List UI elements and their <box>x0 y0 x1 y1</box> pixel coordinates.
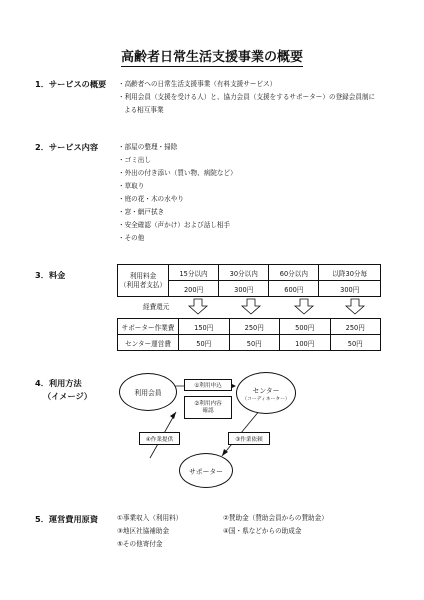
s5-item-3: ③地区社協補助金 <box>117 527 170 535</box>
arrow-up-icon <box>170 412 176 419</box>
step1-box <box>184 379 232 391</box>
center-fee-label: センター運営費 <box>118 335 179 351</box>
user-member-node <box>119 373 177 411</box>
fee-row-label-2: （利用者支払） <box>119 280 167 289</box>
time-cell: 15分以内 <box>169 265 219 281</box>
s5-item-5: ⑤その他寄付金 <box>117 540 163 548</box>
fee-cell: 300円 <box>319 281 381 297</box>
center-fee-cell: 50円 <box>229 335 280 351</box>
s2-item-4: ・草取り <box>118 182 145 190</box>
s2-item-1: ・部屋の整理・掃除 <box>118 143 178 151</box>
s2-item-3: ・外出の付き添い（買い物、病院など） <box>118 169 237 177</box>
section-4-subheading: （イメージ） <box>43 391 92 401</box>
down-arrow-icon <box>346 299 364 314</box>
center-fee-cell: 50円 <box>179 335 230 351</box>
supporter-node <box>179 453 233 488</box>
s1-line-1: ・高齢者への日常生活支援事業（有料支援サービス） <box>118 80 277 88</box>
s2-item-2: ・ゴミ出し <box>118 156 151 164</box>
time-cell: 60分以内 <box>269 265 319 281</box>
s2-item-6: ・窓・網戸拭き <box>118 208 165 216</box>
step1-label: ①利用申込 <box>194 383 222 389</box>
step2-label-a: ②利用内容 <box>194 400 222 407</box>
fee-row-label <box>118 265 169 297</box>
supporter-fee-label: サポーター作業費 <box>118 319 179 335</box>
time-cell: 30分以内 <box>219 265 269 281</box>
fee-table-top <box>117 264 381 297</box>
center-fee-cell: 100円 <box>280 335 331 351</box>
supporter-label: サポーター <box>189 467 223 476</box>
fee-table-bottom <box>117 318 381 351</box>
fee-cell: 300円 <box>219 281 269 297</box>
section-4-heading: 4．利用方法 <box>35 378 82 388</box>
center-sub-label: （コーディネーター） <box>242 396 290 402</box>
step3-label: ③作業依頼 <box>235 436 263 443</box>
fee-row-label-1: 利用料金 <box>129 271 157 280</box>
time-cell: 以降30分毎 <box>319 265 381 281</box>
s1-line-2: ・利用会員（支援を受ける人）と、協力会員（支援をするサポーター）の登録会員制に <box>118 93 376 101</box>
center-label: センター <box>252 386 280 395</box>
fee-cell: 200円 <box>169 281 219 297</box>
step3-box <box>228 432 270 445</box>
step2-box <box>184 396 232 419</box>
s1-line-3: よる相互事業 <box>124 106 164 114</box>
down-arrow-icon <box>189 299 207 314</box>
section-5-heading: 5．運営費用原資 <box>35 514 99 524</box>
page-title-text: 高齢者日常生活支援事業の概要 <box>120 50 303 65</box>
section-1-heading: 1．サービスの概要 <box>35 79 107 89</box>
center-node <box>236 372 296 414</box>
s5-item-1: ①事業収入（利用料） <box>117 514 183 522</box>
step2-label-b: 確認 <box>202 407 214 414</box>
user-member-label: 利用会員 <box>134 389 162 397</box>
return-label: 経費還元 <box>143 303 170 311</box>
s2-item-7: ・安全確認（声かけ）および話し相手 <box>118 221 231 229</box>
down-arrow-icon <box>242 299 260 314</box>
s5-item-2: ②賛助金（賛助会員からの賛助金） <box>223 514 328 522</box>
supporter-fee-cell: 250円 <box>229 319 280 335</box>
step4-box <box>139 432 180 445</box>
s2-item-5: ・庭の花・木の水やり <box>118 195 184 203</box>
down-arrows <box>180 298 370 316</box>
section-2-heading: 2．サービス内容 <box>35 142 99 152</box>
fee-cell: 600円 <box>269 281 319 297</box>
supporter-fee-cell: 250円 <box>330 319 381 335</box>
s2-item-8: ・その他 <box>118 234 145 242</box>
down-arrow-icon <box>295 299 313 314</box>
s5-item-4: ④国・県などからの助成金 <box>223 527 302 535</box>
section-3-heading: 3．料金 <box>35 270 66 280</box>
center-fee-cell: 50円 <box>330 335 381 351</box>
step4-label: ④作業提供 <box>145 436 174 443</box>
supporter-fee-cell: 500円 <box>280 319 331 335</box>
supporter-fee-cell: 150円 <box>179 319 230 335</box>
page-title <box>0 46 424 65</box>
